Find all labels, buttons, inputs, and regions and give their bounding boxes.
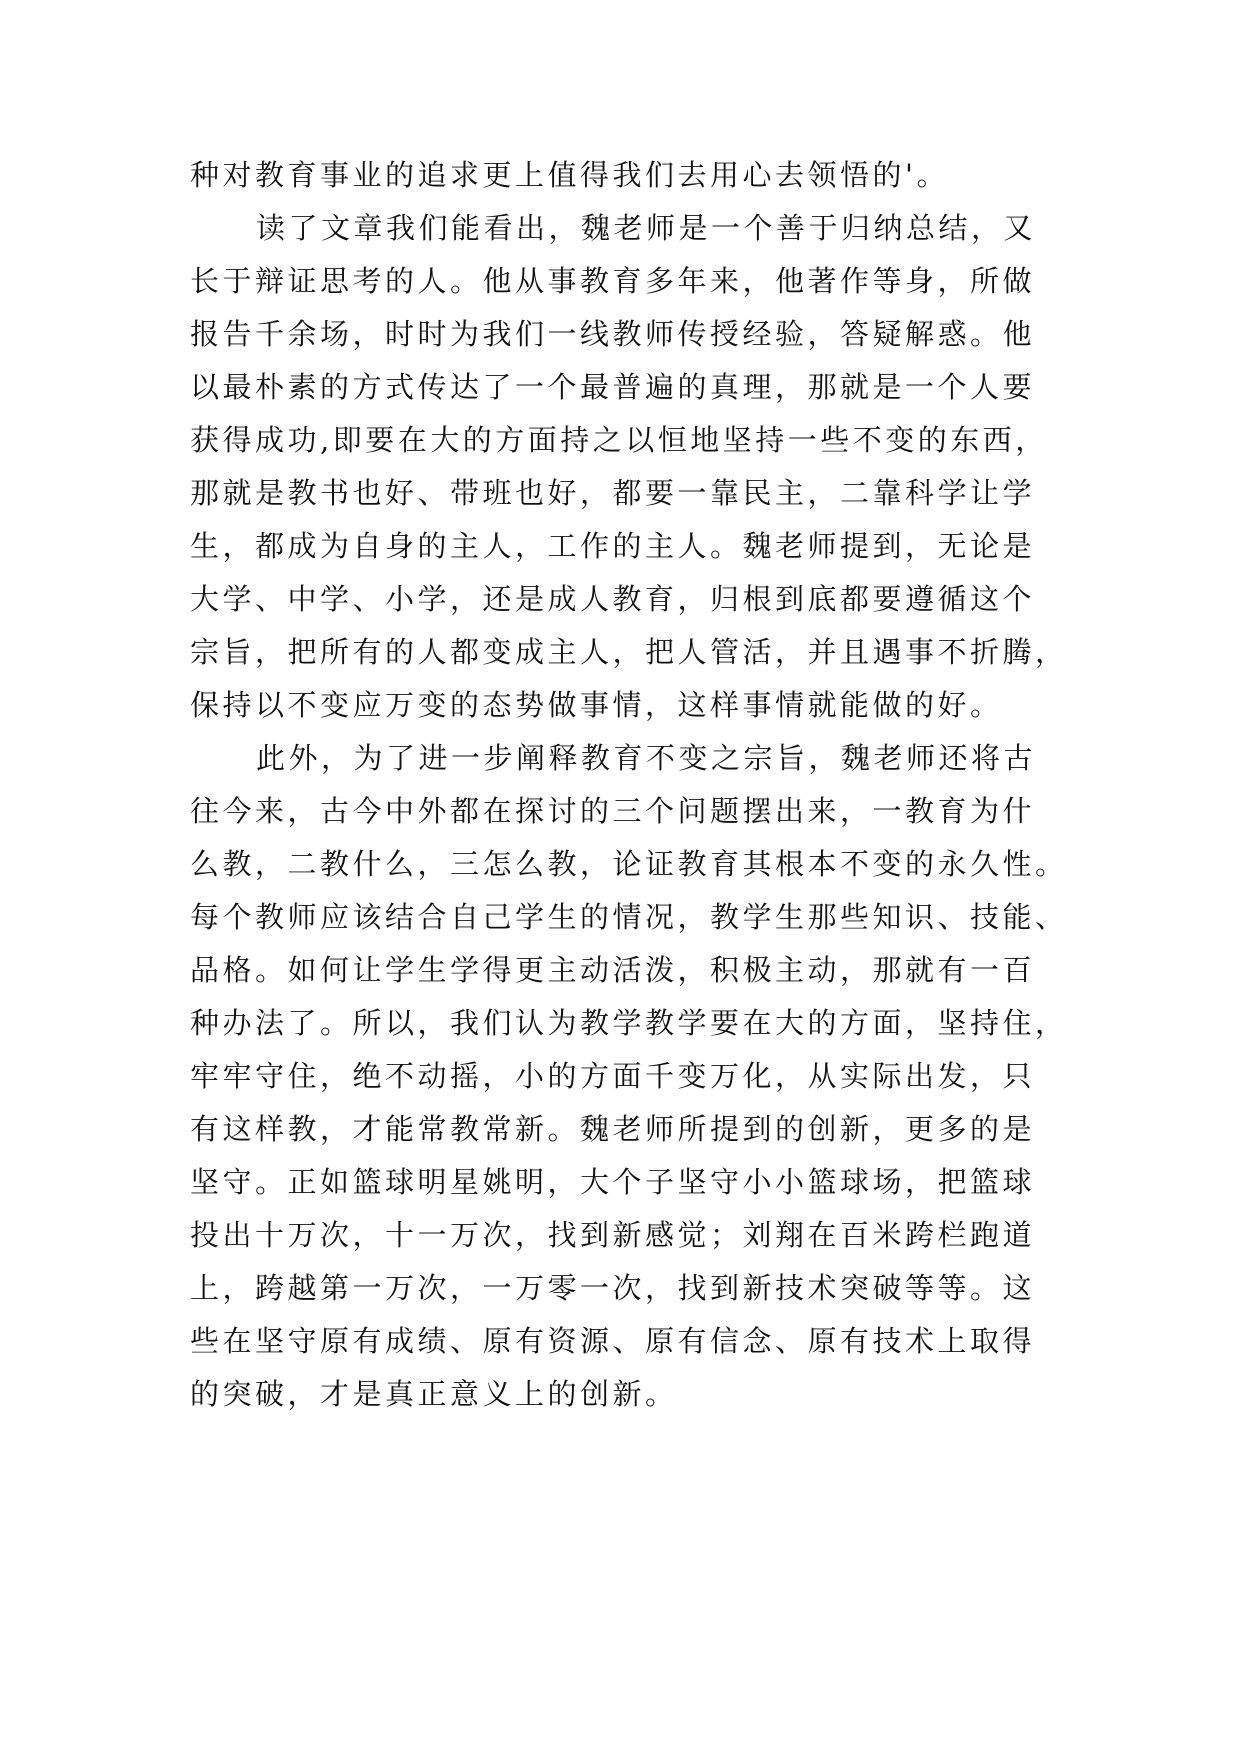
text-line: 以最朴素的方式传达了一个最普遍的真理，那就是一个人要 (190, 370, 1036, 404)
text-line: 么教，二教什么，三怎么教，论证教育其根本不变的永久性。 (190, 847, 1068, 881)
paragraph-start-line: 此外，为了进一步阐释教育不变之宗旨，魏老师还将古 (256, 741, 1037, 775)
text-line: 坚守。正如篮球明星姚明，大个子坚守小小篮球场，把篮球 (190, 1165, 1036, 1199)
text-line: 保持以不变应万变的态势做事情，这样事情就能做的好。 (190, 688, 1003, 722)
text-line: 大学、中学、小学，还是成人教育，归根到底都要遵循这个 (190, 582, 1036, 616)
text-line: 往今来，古今中外都在探讨的三个问题摆出来，一教育为什 (190, 794, 1036, 828)
text-line: 些在坚守原有成绩、原有资源、原有信念、原有技术上取得 (190, 1324, 1036, 1358)
text-line: 种对教育事业的追求更上值得我们去用心去领悟的'。 (190, 158, 949, 192)
text-line: 获得成功,即要在大的方面持之以恒地坚持一些不变的东西， (190, 423, 1048, 457)
text-line: 宗旨，把所有的人都变成主人，把人管活，并且遇事不折腾， (190, 635, 1068, 669)
text-line: 的突破，才是真正意义上的创新。 (190, 1377, 678, 1411)
text-line: 报告千余场，时时为我们一线教师传授经验，答疑解惑。他 (190, 317, 1036, 351)
text-line: 投出十万次，十一万次，找到新感觉；刘翔在百米跨栏跑道 (190, 1218, 1036, 1252)
text-line: 有这样教，才能常教常新。魏老师所提到的创新，更多的是 (190, 1112, 1036, 1146)
text-line: 长于辩证思考的人。他从事教育多年来，他著作等身，所做 (190, 264, 1036, 298)
paragraph-start-line: 读了文章我们能看出，魏老师是一个善于归纳总结，又 (256, 211, 1037, 245)
text-line: 牢牢守住，绝不动摇，小的方面千变万化，从实际出发，只 (190, 1059, 1036, 1093)
text-line: 品格。如何让学生学得更主动活泼，积极主动，那就有一百 (190, 953, 1036, 987)
text-line: 那就是教书也好、带班也好，都要一靠民主，二靠科学让学 (190, 476, 1036, 510)
text-line: 种办法了。所以，我们认为教学教学要在大的方面，坚持住， (190, 1006, 1068, 1040)
text-line: 每个教师应该结合自己学生的情况，教学生那些知识、技能、 (190, 900, 1068, 934)
text-line: 上，跨越第一万次，一万零一次，找到新技术突破等等。这 (190, 1271, 1036, 1305)
text-line: 生，都成为自身的主人，工作的主人。魏老师提到，无论是 (190, 529, 1036, 563)
